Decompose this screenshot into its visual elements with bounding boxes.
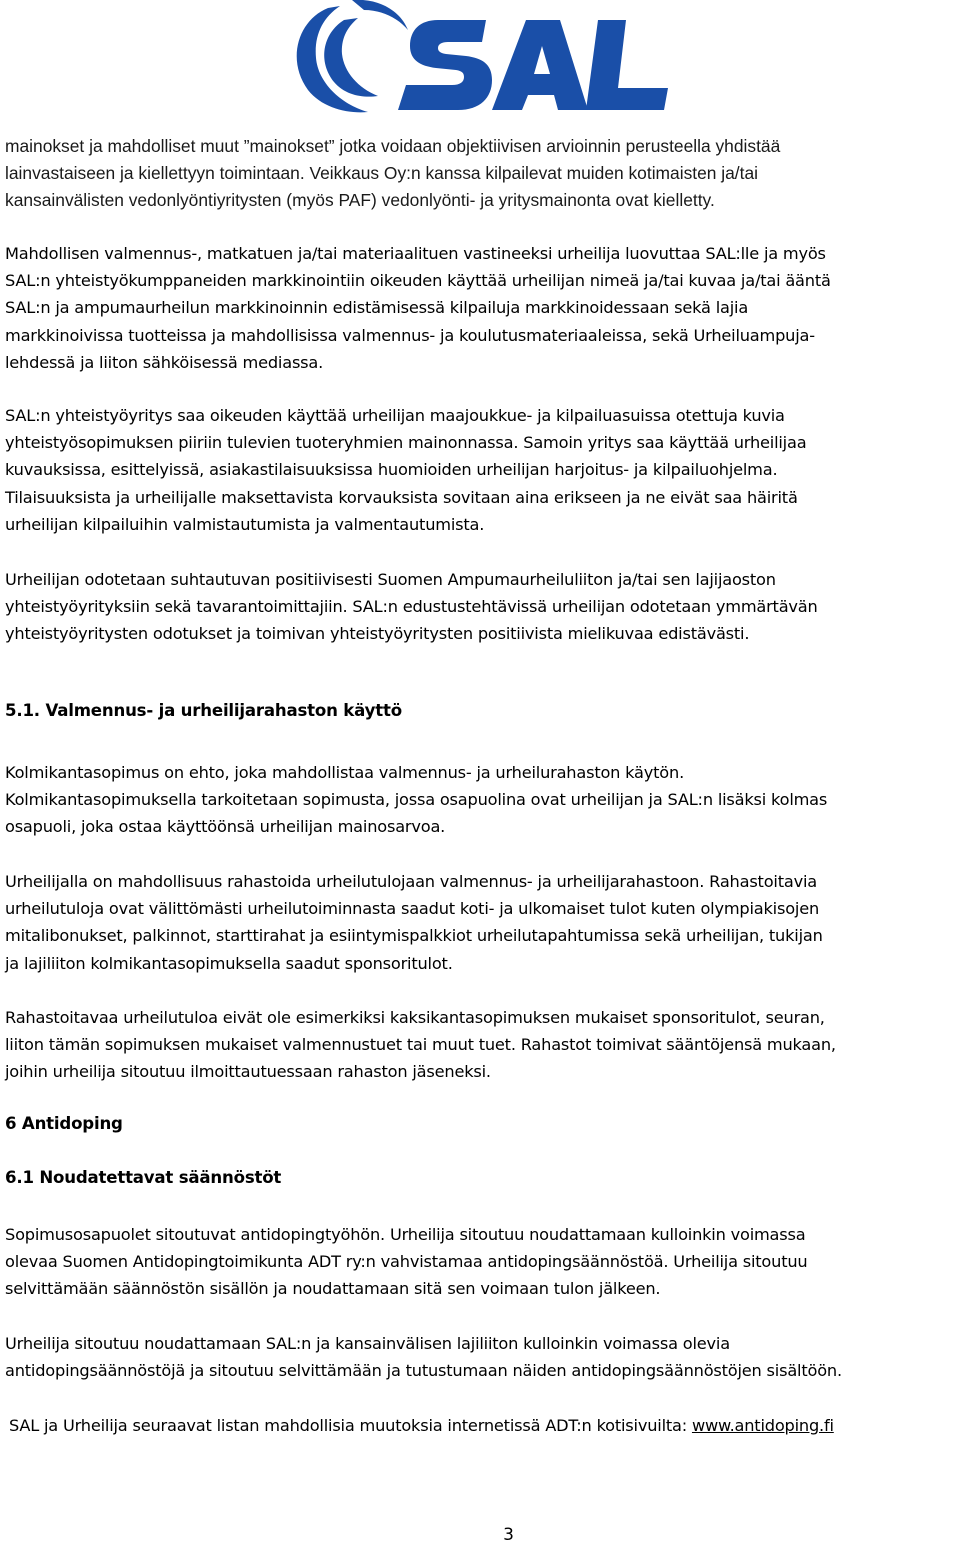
antidoping-link[interactable]: www.antidoping.fi [691, 1416, 834, 1435]
text-line: kuvauksissa, esittelyissä, asiakastilaisuuksissa huomioiden urheilijan harjoitus- ja kilpailuohjelma. [5, 460, 778, 480]
text-line: Sopimusosapuolet sitoutuvat antidopingtyöhön. Urheilija sitoutuu noudattamaan kulloinkin voimassa [5, 1225, 806, 1244]
paragraph-antidoping-rules [5, 1330, 957, 1384]
text-line: Kolmikantasopimus on ehto, joka mahdollistaa valmennus- ja urheilurahaston käytön. [5, 763, 685, 782]
text-line: markkinoivissa tuotteissa ja mahdollisissa valmennus- ja koulutusmateriaaleissa, sekä Urheiluampuja- [5, 325, 815, 345]
section-heading: 5.1. Valmennus- ja urheilijarahaston käyttö [5, 701, 402, 720]
text-line: SAL:n ja ampumaurheilun markkinoinnin edistämisessä kilpailuja markkinoidessaan sekä lajia [5, 298, 749, 318]
paragraph-partner-rights [5, 402, 957, 538]
paragraph-fund-exclusions [5, 1004, 957, 1086]
link-intro-text: SAL ja Urheilija seuraavat listan mahdollisia muutoksia internetissä ADT:n kotisivuilta: [9, 1416, 692, 1435]
paragraph-athlete-attitude [5, 566, 957, 648]
text-line: ja lajiliiton kolmikantasopimuksella saadut sponsoritulot. [5, 953, 453, 973]
text-line: antidopingsäännöstöjä ja sitoutuu selvittämään ja tutustumaan näiden antidopingsäännöstöjen sisältöön. [5, 1361, 842, 1381]
text-line: Urheilijalla on mahdollisuus rahastoida urheilutulojaan valmennus- ja urheilijarahastoon. Rahastoitavia [5, 872, 817, 891]
text-line [9, 1412, 960, 1439]
page-number: 3 [503, 1525, 514, 1545]
text-line: SAL:n yhteistyökumppaneiden markkinointiin oikeuden käyttää urheilijan nimeä ja/tai kuvaa ja/tai ääntä [5, 271, 831, 291]
text-line: osapuoli, joka ostaa käyttöönsä urheilijan mainosarvoa. [5, 817, 446, 837]
text-line: selvittämään säännöstön sisällön ja noudattamaan sitä sen voimaan tulon jälkeen. [5, 1279, 661, 1299]
intro-paragraph [5, 133, 957, 215]
text-line: yhteistyöyrityksiin sekä tavarantoimittajiin. SAL:n edustustehtävissä urheilijan odotetaan ymmärtävän [5, 597, 818, 617]
text-line: urheilijan kilpailuihin valmistautumista ja valmentautumista. [5, 514, 485, 534]
paragraph-marketing-rights [5, 240, 957, 376]
paragraph-adt-link [9, 1412, 960, 1439]
paragraph-fund [5, 868, 957, 977]
text-line: lainvastaiseen ja kiellettyyn toimintaan. Veikkaus Oy:n kanssa kilpailevat muiden kotimaisten ja/tai [5, 163, 759, 184]
section-heading: 6.1 Noudatettavat säännöstöt [5, 1168, 282, 1187]
text-line: mainokset ja mahdolliset muut ”mainokset” jotka voidaan objektiivisen arvioinnin perusteella yhdistää [5, 136, 781, 156]
paragraph-tripartite [5, 759, 957, 841]
text-line: Urheilijan odotetaan suhtautuvan positiivisesti Suomen Ampumaurheiluliiton ja/tai sen lajijaoston [5, 570, 776, 589]
text-line: yhteistyösopimuksen piiriin tulevien tuoteryhmien mainonnassa. Samoin yritys saa käyttää urheilijaa [5, 433, 807, 453]
text-line: urheilutuloja ovat välittömästi urheilutoiminnasta saadut koti- ja ulkomaiset tulot kuten olympiakisojen [5, 899, 820, 919]
section-heading: 6 Antidoping [5, 1114, 123, 1133]
text-line: Mahdollisen valmennus-, matkatuen ja/tai materiaalituen vastineeksi urheilija luovuttaa SAL:lle ja myös [5, 244, 826, 263]
text-line: Rahastoitavaa urheilutuloa eivät ole esimerkiksi kaksikantasopimuksen mukaiset sponsoritulot, seuran, [5, 1008, 825, 1027]
text-line: yhteistyöyritysten odotukset ja toimivan yhteistyöyritysten positiivista mielikuvaa edistävästi. [5, 624, 750, 644]
text-line: liiton tämän sopimuksen mukaiset valmennustuet tai muut tuet. Rahastot toimivat sääntöjensä mukaan, [5, 1035, 836, 1055]
text-line: Tilaisuuksista ja urheilijalle maksettavista korvauksista sovitaan aina erikseen ja ne eivät saa häiritä [5, 487, 798, 507]
sal-logo [288, 0, 696, 120]
text-line: mitalibonukset, palkinnot, starttirahat ja esiintymispalkkiot urheilutapahtumissa sekä urheilijan, tukijan [5, 926, 823, 946]
text-line: Urheilija sitoutuu noudattamaan SAL:n ja kansainvälisen lajiliiton kulloinkin voimassa olevia [5, 1334, 730, 1353]
text-line: lehdessä ja liiton sähköisessä mediassa. [5, 352, 324, 372]
text-line: SAL:n yhteistyöyritys saa oikeuden käyttää urheilijan maajoukkue- ja kilpailuasuissa otettuja kuvia [5, 406, 785, 425]
text-line: Kolmikantasopimuksella tarkoitetaan sopimusta, jossa osapuolina ovat urheilijan ja SAL:n lisäksi kolmas [5, 790, 828, 810]
text-line: joihin urheilija sitoutuu ilmoittautuessaan rahaston jäseneksi. [5, 1062, 491, 1082]
paragraph-antidoping [5, 1221, 957, 1303]
text-line: olevaa Suomen Antidopingtoimikunta ADT ry:n vahvistamaa antidopingsäännöstöä. Urheilija sitoutuu [5, 1252, 808, 1272]
text-line: kansainvälisten vedonlyöntiyritysten (myös PAF) vedonlyönti- ja yritysmainonta ovat kielletty. [5, 190, 715, 211]
